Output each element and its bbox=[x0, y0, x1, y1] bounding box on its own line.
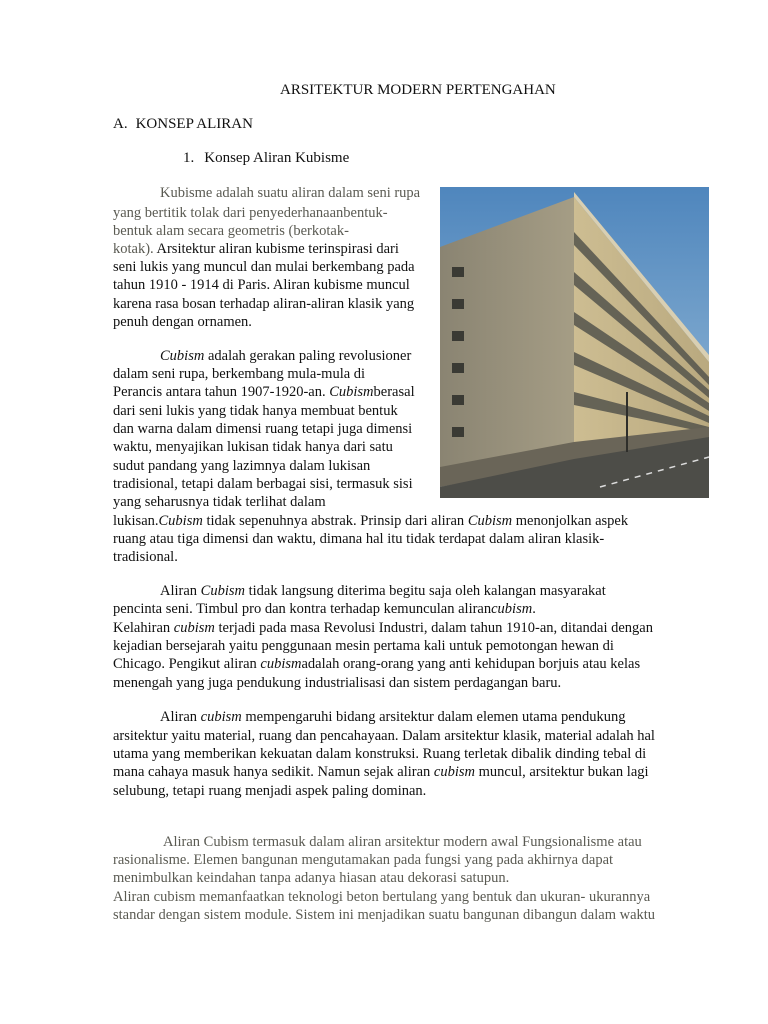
para4-text: mempengaruhi bidang arsitektur dalam elemen utama pendukung bbox=[241, 709, 626, 725]
italic-term: Cubism bbox=[158, 513, 203, 529]
para1-text: Arsitektur aliran kubisme terinspirasi dari bbox=[153, 241, 399, 257]
para2-line bbox=[113, 383, 415, 401]
para4-text: Aliran bbox=[160, 709, 201, 725]
para2-line bbox=[160, 347, 411, 365]
para2-text: tidak sepenuhnya abstrak. Prinsip dari aliran bbox=[202, 513, 468, 529]
italic-term: cubism bbox=[200, 709, 242, 725]
para5-line: menimbulkan keindahan tanpa adanya hiasan atau dekorasi satupun. bbox=[113, 870, 510, 886]
italic-term: cubism bbox=[491, 601, 533, 617]
para4-line bbox=[160, 708, 626, 726]
para3-text: tidak langsung diterima begitu saja oleh kalangan masyarakat bbox=[245, 583, 606, 599]
para2-text: Perancis antara tahun 1907-1920-an. bbox=[113, 384, 330, 400]
italic-term: cubism bbox=[433, 764, 475, 780]
para4-line: selubung, tetapi ruang menjadi aspek paling dominan. bbox=[113, 783, 427, 799]
building-illustration bbox=[440, 187, 709, 498]
para2-line: yang seharusnya tidak terlihat dalam bbox=[113, 494, 326, 510]
para2-line: dari seni lukis yang tidak hanya membuat bentuk bbox=[113, 403, 398, 419]
para3-line bbox=[113, 655, 640, 673]
para3-text: terjadi pada masa Revolusi Industri, dalam tahun 1910-an, ditandai dengan bbox=[214, 620, 653, 636]
italic-term: cubism bbox=[173, 620, 215, 636]
para4-line: arsitektur yaitu material, ruang dan pencahayaan. Dalam arsitektur klasik, material adalah hal bbox=[113, 728, 655, 744]
para1-line: penuh dengan ornamen. bbox=[113, 314, 252, 330]
para2-line: tradisional, tetapi dalam berbagai sisi, termasuk sisi bbox=[113, 476, 413, 492]
para3-text: adalah orang-orang yang anti kehidupan borjuis atau kelas bbox=[301, 656, 641, 672]
para3-text: Chicago. Pengikut aliran bbox=[113, 656, 261, 672]
italic-term: Cubism bbox=[200, 583, 245, 599]
para1-line: tahun 1910 - 1914 di Paris. Aliran kubisme muncul bbox=[113, 277, 410, 293]
para2-text: berasal bbox=[373, 384, 415, 400]
para3-line: menengah yang juga pendukung industrialisasi dan sistem perdagangan baru. bbox=[113, 675, 562, 691]
section-label: A. bbox=[113, 116, 128, 132]
para5-line: standar dengan sistem module. Sistem ini menjadikan suatu bangunan dibangun dalam waktu bbox=[113, 907, 656, 923]
para2-line: tradisional. bbox=[113, 549, 178, 565]
para2-text: adalah gerakan paling revolusioner bbox=[204, 348, 412, 364]
subsection-label: 1. bbox=[183, 150, 195, 166]
para3-text: pencinta seni. Timbul pro dan kontra terhadap kemunculan aliran bbox=[113, 601, 492, 617]
para3-line bbox=[113, 600, 536, 618]
para4-line bbox=[113, 763, 649, 781]
para1-line: yang bertitik tolak dari penyederhanaanbentuk- bbox=[113, 205, 388, 221]
para2-line: sudut pandang yang lazimnya dalam lukisan bbox=[113, 458, 371, 474]
para5-line: Aliran cubism memanfaatkan teknologi beton bertulang yang bentuk dan ukuran- ukurannya bbox=[113, 889, 651, 905]
para1-line bbox=[113, 240, 399, 258]
para1-line: karena rasa bosan terhadap aliran-aliran klasik yang bbox=[113, 296, 415, 312]
para3-line bbox=[113, 619, 653, 637]
para5-line: rasionalisme. Elemen bangunan mengutamakan pada fungsi yang pada akhirnya dapat bbox=[113, 852, 614, 868]
para3-text: . bbox=[532, 601, 536, 617]
para2-text: lukisan. bbox=[113, 513, 159, 529]
para2-text: menonjolkan aspek bbox=[512, 513, 629, 529]
para1-line: Kubisme adalah suatu aliran dalam seni rupa bbox=[160, 185, 421, 201]
para2-line: dan warna dalam dimensi ruang tetapi juga dimensi bbox=[113, 421, 413, 437]
subsection-heading bbox=[183, 149, 349, 167]
para2-line: ruang atau tiga dimensi dan waktu, dimana hal itu tidak terdapat dalam aliran klasik- bbox=[113, 531, 605, 547]
subsection-text: Konsep Aliran Kubisme bbox=[204, 150, 350, 166]
italic-term: Cubism bbox=[160, 348, 205, 364]
para4-line: utama yang memberikan kekuatan dalam konstruksi. Ruang terletak dibalik dinding tebal di bbox=[113, 746, 647, 762]
page-title: ARSITEKTUR MODERN PERTENGAHAN bbox=[280, 82, 556, 98]
para2-line: waktu, menyajikan lukisan tidak hanya dari satu bbox=[113, 439, 393, 455]
italic-term: Cubism bbox=[467, 513, 513, 529]
para3-line: kejadian bersejarah yaitu penggunaan mesin pertama kali untuk pemotongan hewan di bbox=[113, 638, 614, 654]
para2-line bbox=[113, 512, 628, 530]
para1-line: seni lukis yang muncul dan mulai berkembang pada bbox=[113, 259, 415, 275]
para1-line: bentuk alam secara geometris (berkotak- bbox=[113, 223, 349, 239]
para3-line bbox=[160, 582, 606, 600]
italic-term: Cubism bbox=[329, 384, 374, 400]
para1-text-gray: kotak). bbox=[113, 241, 154, 257]
italic-term: cubism bbox=[260, 656, 302, 672]
section-heading bbox=[113, 115, 253, 133]
para4-text: muncul, arsitektur bukan lagi bbox=[475, 764, 649, 780]
section-text: KONSEP ALIRAN bbox=[135, 116, 253, 132]
para3-text: Kelahiran bbox=[113, 620, 174, 636]
para5-line: Aliran Cubism termasuk dalam aliran arsitektur modern awal Fungsionalisme atau bbox=[163, 834, 642, 850]
para3-text: Aliran bbox=[160, 583, 201, 599]
para4-text: mana cahaya masuk hanya sedikit. Namun sejak aliran bbox=[113, 764, 434, 780]
building-photo bbox=[440, 187, 709, 498]
para2-line: dalam seni rupa, berkembang mula-mula di bbox=[113, 366, 366, 382]
